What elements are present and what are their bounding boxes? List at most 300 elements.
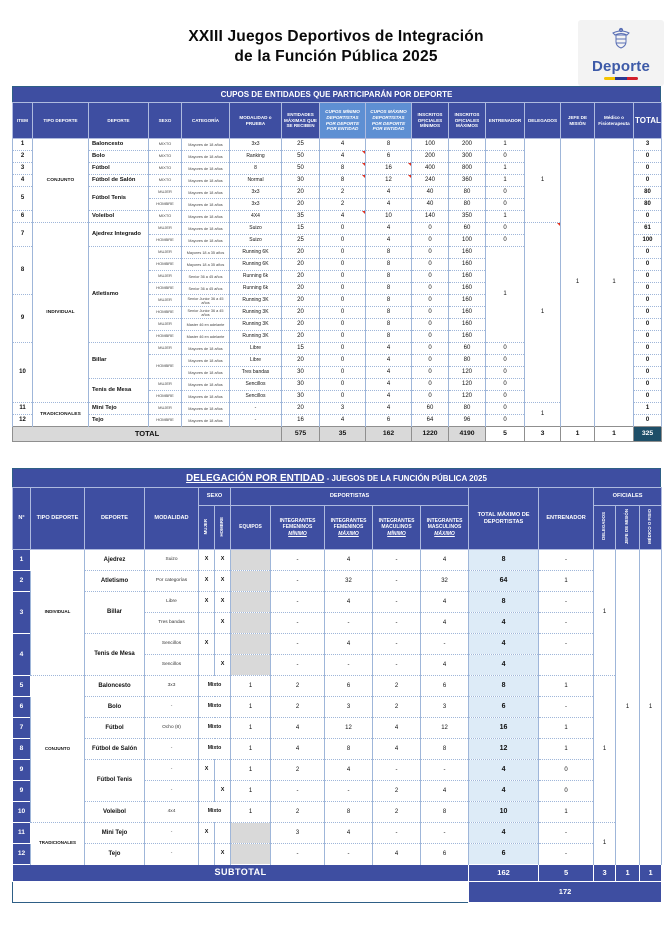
cell: 0 [320,367,366,379]
cell: Running 6k [230,271,282,283]
cell: 160 [449,247,486,259]
cell: 1 [539,802,594,823]
cell: 120 [449,379,486,391]
cell: - [373,592,421,613]
column-header: INTEGRANTES FEMENINOS MÍNIMO [271,506,325,550]
cell: 1 [594,676,616,823]
cell: 30 [282,379,320,391]
cell: MUJER [149,403,182,415]
deporte-logo [578,20,664,86]
cell: 12 [366,175,412,187]
cell: 30 [282,391,320,403]
cell: 0 [320,223,366,235]
column-header: MODALIDAD o PRUEBA [230,103,282,139]
cell: 10 [366,211,412,223]
cell: 4 [366,235,412,247]
cell: CONJUNTO [33,139,89,223]
cell: 4 [325,634,373,655]
cell: - [230,415,282,427]
cell: 8 [325,802,373,823]
table-row [13,823,662,844]
cell: Senior Junior 36 a 45 años [182,307,230,319]
cell: 0 [412,355,449,367]
cell: 6 [13,211,33,223]
column-header: ENTRENADOR [539,488,594,550]
cell: 0 [539,760,594,781]
cell: Mini Tejo [89,403,149,415]
cell: - [145,760,199,781]
cell: Running 6K [230,247,282,259]
cell: 64 [412,415,449,427]
cell: Sencillos [145,655,199,676]
cell: 1 [231,739,271,760]
cell: 3 [421,697,469,718]
cell: X [215,844,231,865]
cell: 160 [449,271,486,283]
cell: 60 [412,403,449,415]
cell: 300 [449,151,486,163]
cell: Mini Tejo [85,823,145,844]
cell: 9 [13,295,33,343]
cell: 32 [421,571,469,592]
cell: 4 [325,592,373,613]
total-cell: 1 [595,427,634,442]
cell: Mayores de 18 años [182,223,230,235]
cell: 2 [271,760,325,781]
cell: 2 [373,802,421,823]
cell: Master 46 en adelante [182,331,230,343]
column-header: TOTAL [634,103,662,139]
cell: 8 [366,319,412,331]
cell [231,823,271,844]
cell: 3x3 [145,676,199,697]
cell: 80 [449,187,486,199]
cell: 8 [230,163,282,175]
cell: 0 [634,151,662,163]
cell: X [199,592,215,613]
column-header: ENTRENADOR [486,103,525,139]
cell: 120 [449,391,486,403]
table-row [13,676,662,697]
cell: 0 [320,307,366,319]
cell: - [145,844,199,865]
cell [231,550,271,571]
cell: Mayores de 18 años [182,355,230,367]
cell: Baloncesto [89,139,149,151]
cell: 20 [282,319,320,331]
cell: 0 [486,199,525,211]
cell: 4 [366,391,412,403]
cell: - [145,823,199,844]
cell: Fútbol Tenis [89,187,149,211]
cell: 12 [421,718,469,739]
cell: Billar [85,592,145,634]
cell: 800 [449,163,486,175]
cell: - [271,844,325,865]
cell: 0 [634,307,662,319]
column-header: ITEM [13,103,33,139]
column-header: DELEGADOS [525,103,561,139]
cell: X [215,592,231,613]
cell: Tenis de Mesa [85,634,145,676]
cell: 1 [231,802,271,823]
cell: Tres bandas [230,367,282,379]
cell: - [373,571,421,592]
table-row [13,718,662,739]
cell: Libre [145,592,199,613]
cell: 10 [13,802,31,823]
cell: 8 [366,271,412,283]
cell: 11 [13,403,33,415]
cell: 0 [486,415,525,427]
cell: - [271,634,325,655]
column-header: JEFE DE MISIÓN [561,103,595,139]
deporte-logo-text: Deporte [591,57,651,75]
cell: 360 [449,175,486,187]
table-row [13,488,662,506]
cell: 1 [231,781,271,802]
cell: 16 [366,163,412,175]
cell: 8 [366,139,412,151]
cell: Mayores de 18 años [182,211,230,223]
cell: 4 [366,199,412,211]
column-header: INTEGRANTES MASCULINOS MÁXIMO [421,506,469,550]
column-header: CUPOS MÁXIMO DEPORTISTAS POR DEPORTE POR ENTIDAD [366,103,412,139]
cell: 0 [320,247,366,259]
cell: 20 [282,283,320,295]
cell: - [421,634,469,655]
cell: 12 [325,718,373,739]
table-row [13,103,662,139]
cell: - [373,550,421,571]
cell: - [145,739,199,760]
cell: 0 [320,379,366,391]
cell [231,571,271,592]
cell: 4 [421,781,469,802]
cell: 2 [373,697,421,718]
cell: 4 [325,550,373,571]
cell: 4 [421,550,469,571]
total-cell: 5 [539,865,594,882]
cell: Running 3K [230,295,282,307]
table-row [13,571,662,592]
cell: Fútbol [85,718,145,739]
cell: X [215,550,231,571]
cell: 6 [13,697,31,718]
cell [231,634,271,655]
cell: 4 [421,592,469,613]
colombia-crest-icon [610,27,632,56]
cell: Por categorías [145,571,199,592]
cell: 5 [13,676,31,697]
cell: Mayores 18 a 35 años [182,247,230,259]
cell: 4 [320,211,366,223]
cell: 1 [486,211,525,223]
cell: - [271,655,325,676]
cell: Mixto [199,802,231,823]
cell: 100 [634,235,662,247]
cell: 0 [412,247,449,259]
cell: 4 [366,223,412,235]
cell: 20 [282,247,320,259]
cell: 4 [373,739,421,760]
cell: 6 [469,697,539,718]
cell: 0 [412,343,449,355]
delegacion-table-section [12,468,661,903]
cell: 1 [13,550,31,571]
cell: 160 [449,259,486,271]
cell: INDIVIDUAL [33,223,89,403]
cell [199,655,215,676]
cell: 0 [412,295,449,307]
cell: - [325,844,373,865]
cell: 1 [539,739,594,760]
cell: 0 [634,271,662,283]
cell: Tres bandas [145,613,199,634]
colombia-flag-bar [604,77,638,80]
cell: Libre [230,343,282,355]
cell: Senior 36 a 45 años [182,283,230,295]
cell: - [373,760,421,781]
cell: 0 [634,355,662,367]
cell: 8 [469,550,539,571]
cell: Fútbol de Salón [89,175,149,187]
cell: - [271,550,325,571]
cell: HOMBRE [149,415,182,427]
column-header: TIPO DEPORTE [31,488,85,550]
cell: 11 [13,823,31,844]
cell: Voleibol [85,802,145,823]
cell: MUJER [149,319,182,331]
cell: 4 [469,781,539,802]
cell: 100 [412,139,449,151]
cell: - [539,697,594,718]
cell: 64 [469,571,539,592]
cell: 60 [449,343,486,355]
cell: 1 [539,571,594,592]
cell: 0 [486,151,525,163]
column-header: Médico o Fisioterapeuta [595,103,634,139]
total-cell: 1 [616,865,640,882]
total-cell: 325 [634,427,662,442]
cell: HOMBRE [149,283,182,295]
cell: Mayores de 18 años [182,151,230,163]
cell [231,655,271,676]
cell: 1 [231,676,271,697]
cell: 40 [412,187,449,199]
cell: 0 [486,391,525,403]
cupos-table-title: CUPOS DE ENTIDADES QUE PARTICIPARÁN POR DEPORTE [12,86,661,102]
cell: Tejo [85,844,145,865]
cell [231,592,271,613]
cell: 0 [486,355,525,367]
cell: 1 [486,247,525,343]
cell: 0 [634,283,662,295]
cell: MUJER [149,271,182,283]
cell: 0 [412,259,449,271]
table-row [13,550,662,571]
cell: 8 [366,307,412,319]
cell: 4 [366,379,412,391]
cell: X [215,781,231,802]
cell: Baloncesto [85,676,145,697]
table-row [13,760,662,781]
cell: X [199,823,215,844]
cell: 0 [412,331,449,343]
cell: 2 [271,676,325,697]
total-cell: 172 [469,882,662,903]
cell: INDIVIDUAL [31,550,85,676]
cell: 20 [282,403,320,415]
total-cell: SUBTOTAL [13,865,469,882]
cell: - [539,550,594,571]
cell: 4 [373,844,421,865]
cell: 80 [449,199,486,211]
cell: Mayores de 18 años [182,343,230,355]
page-title [188,27,483,67]
cell: 20 [282,199,320,211]
cell: 25 [282,235,320,247]
cell: - [145,781,199,802]
cell: 80 [449,355,486,367]
cell: 4 [271,739,325,760]
cell: Ajedrez [85,550,145,571]
column-header: INTEGRANTES MACULINOS MÍNIMO [373,506,421,550]
cell: 1 [539,676,594,697]
cell: 4 [366,403,412,415]
cell: Fútbol [89,163,149,175]
cell: X [199,760,215,781]
cell: - [230,403,282,415]
cell: 8 [325,739,373,760]
cell: 8 [469,676,539,697]
cell: 3 [325,697,373,718]
cell: 20 [282,355,320,367]
cell: 4 [366,355,412,367]
column-header: INSCRITOS OFICIALES MÍNIMOS [412,103,449,139]
cell: CONJUNTO [31,676,85,823]
cell: 30 [282,175,320,187]
cell: 12 [13,415,33,427]
cell: 160 [449,331,486,343]
cell: 6 [421,844,469,865]
cell: 0 [412,283,449,295]
cell: - [373,655,421,676]
cell: Atletismo [85,571,145,592]
cell: X [215,571,231,592]
total-cell: 162 [469,865,539,882]
cell: 0 [634,259,662,271]
total-cell: 3 [525,427,561,442]
cell: 20 [282,307,320,319]
cell: Mayores de 18 años [182,139,230,151]
cell: 3x3 [230,187,282,199]
table-row [13,139,662,151]
cell: 8 [320,175,366,187]
cell: 1 [525,139,561,223]
cell [215,634,231,655]
cell: Mixto [199,718,231,739]
cell: 4 [366,343,412,355]
cell: 2 [13,571,31,592]
cell: 4 [366,187,412,199]
cell: 0 [486,235,525,247]
cell [215,823,231,844]
cell: 2 [320,187,366,199]
cell: 4 [320,415,366,427]
cell: Tejo [89,415,149,427]
cell: 1 [231,760,271,781]
cell: MUJER [149,187,182,199]
total-cell: 5 [486,427,525,442]
column-header: JEFE DE MISIÓN [616,506,640,550]
cell: 1 [486,175,525,187]
cell: MIXTO [149,151,182,163]
cell: 1 [486,139,525,151]
cell: 4 [320,139,366,151]
cupos-table-section [12,86,661,442]
cell: 5 [13,187,33,211]
cell: - [421,823,469,844]
cell: 10 [13,343,33,403]
cell: Mayores 18 a 35 años [182,259,230,271]
table-row [13,844,662,865]
cell: 160 [449,307,486,319]
cell: 0 [486,343,525,355]
column-header: CUPOS MÍNIMO DEPORTISTAS POR DEPORTE POR ENTIDAD [320,103,366,139]
cell: HOMBRE [149,199,182,211]
column-header: MUJER [199,506,215,550]
cell: 25 [282,139,320,151]
column-header: CATEGORÍA [182,103,230,139]
cell: Normal [230,175,282,187]
cell: 0 [634,379,662,391]
cell: TRADICIONALES [33,403,89,427]
cell: Fútbol Tenis [85,760,145,802]
cell: 0 [320,343,366,355]
cell: 4 [421,613,469,634]
total-cell: 162 [366,427,412,442]
cell [539,655,594,676]
cell: 1 [594,550,616,676]
delegacion-table-title [12,468,661,487]
cell [199,844,215,865]
cell: 50 [282,163,320,175]
cell: 0 [320,271,366,283]
total-cell [13,882,469,903]
cell: 0 [412,235,449,247]
cell: 120 [449,367,486,379]
cell: Running 3K [230,307,282,319]
cell: 16 [469,718,539,739]
cell: 4x4 [145,802,199,823]
cell [231,613,271,634]
cell: 8 [366,295,412,307]
cell: 12 [469,739,539,760]
cell: 8 [366,331,412,343]
cell [199,613,215,634]
cell: - [539,634,594,655]
cell: 1 [634,403,662,415]
total-cell: 4190 [449,427,486,442]
cell: 6 [469,844,539,865]
cell: 1 [594,823,616,865]
cell: - [421,760,469,781]
cell: - [325,655,373,676]
cell: 0 [486,367,525,379]
cell: Mixto [199,676,231,697]
delegacion-title-main: DELEGACIÓN POR ENTIDAD [186,472,325,484]
